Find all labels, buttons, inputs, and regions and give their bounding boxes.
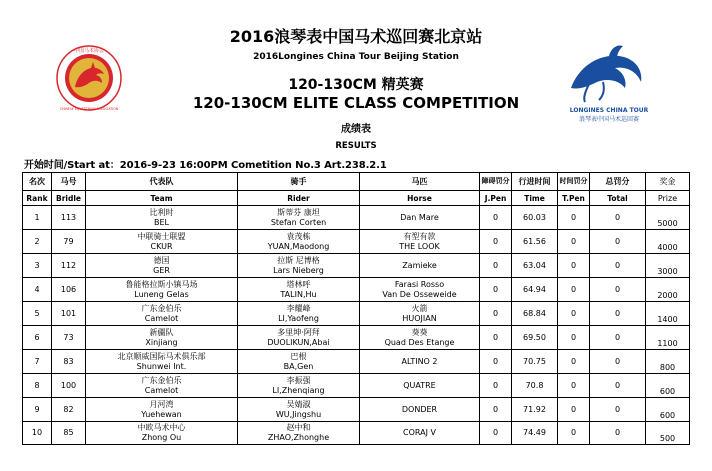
total-cell: 0 xyxy=(590,302,646,326)
event-title-cn: 120-130CM 精英赛 xyxy=(288,77,424,93)
rider-line-1: 吴婧淑 xyxy=(286,399,311,409)
total-cell: 0 xyxy=(590,374,646,398)
rank-cell: 1 xyxy=(23,206,52,230)
prize-cell: 600 xyxy=(646,398,690,422)
rider-line-1: 李振强 xyxy=(286,375,311,385)
rank-cell: 8 xyxy=(23,374,52,398)
time-cell: 61.56 xyxy=(512,230,558,254)
bridle-cell: 83 xyxy=(52,350,86,374)
rider-line-2: WU,Jingshu xyxy=(275,409,322,419)
total-cell: 0 xyxy=(590,350,646,374)
horse-cell xyxy=(360,422,480,445)
bridle-cell: 79 xyxy=(52,230,86,254)
tpen-cell: 0 xyxy=(558,374,590,398)
time-cell: 70.75 xyxy=(512,350,558,374)
rider-cell xyxy=(238,206,360,230)
jpen-cell: 0 xyxy=(480,278,512,302)
team-cell xyxy=(86,398,238,422)
col-head-en: Total xyxy=(590,191,646,206)
rank-cell: 6 xyxy=(23,326,52,350)
rider-line-1: 塔林呼 xyxy=(286,279,311,289)
team-cell xyxy=(86,374,238,398)
table-row xyxy=(23,350,690,374)
team-line-2: CKUR xyxy=(150,241,173,251)
horse-cell xyxy=(360,398,480,422)
team-line-2: Luneng Gelas xyxy=(134,289,189,299)
jpen-cell: 0 xyxy=(480,326,512,350)
horse-line-2: Van De Osseweide xyxy=(382,289,457,299)
jpen-cell: 0 xyxy=(480,302,512,326)
time-cell: 60.03 xyxy=(512,206,558,230)
rider-line-2: Lars Nieberg xyxy=(273,265,324,275)
tpen-cell: 0 xyxy=(558,278,590,302)
results-body xyxy=(23,206,690,445)
rank-cell: 4 xyxy=(23,278,52,302)
team-cell xyxy=(86,230,238,254)
table-row xyxy=(23,422,690,445)
total-cell: 0 xyxy=(590,206,646,230)
table-row xyxy=(23,326,690,350)
rider-line-2: YUAN,Maodong xyxy=(267,241,330,251)
total-cell: 0 xyxy=(590,254,646,278)
team-line-2: Yuehewan xyxy=(141,409,182,419)
col-head-cn: 代表队 xyxy=(86,173,238,191)
col-head-en: Time xyxy=(512,191,558,206)
team-line-1: 比利时 xyxy=(149,207,174,217)
col-head-en: J.Pen xyxy=(480,191,512,206)
col-head-en: Rank xyxy=(23,191,52,206)
rider-line-2: LI,Yaofeng xyxy=(278,313,319,323)
team-cell xyxy=(86,302,238,326)
results-title-en: RESULTS xyxy=(335,141,377,151)
team-line-1: 德国 xyxy=(153,255,170,265)
prize-cell: 2000 xyxy=(646,278,690,302)
rider-cell xyxy=(238,350,360,374)
time-cell: 69.50 xyxy=(512,326,558,350)
header-row-en xyxy=(23,191,690,206)
title-en: 2016Longines China Tour Beijing Station xyxy=(253,52,459,62)
results-title-cn: 成绩表 xyxy=(341,124,371,135)
horse-line-2: DONDER xyxy=(401,404,438,414)
jpen-cell: 0 xyxy=(480,422,512,445)
col-head-cn: 时间罚分 xyxy=(558,173,590,191)
horse-line-1: Farasi Rosso xyxy=(394,279,445,289)
prize-cell: 800 xyxy=(646,350,690,374)
team-cell xyxy=(86,350,238,374)
horse-cell xyxy=(360,350,480,374)
horse-line-2: Quad Des Etange xyxy=(384,337,455,347)
rider-cell xyxy=(238,422,360,445)
horse-line-1: 葵葵 xyxy=(411,327,428,337)
title-cn: 2016浪琴表中国马术巡回赛北京站 xyxy=(229,27,483,46)
tpen-cell: 0 xyxy=(558,422,590,445)
horse-cell xyxy=(360,326,480,350)
rider-line-2: ZHAO,Zhonghe xyxy=(267,433,330,442)
time-cell: 74.49 xyxy=(512,422,558,445)
tpen-cell: 0 xyxy=(558,398,590,422)
col-head-cn: 总罚分 xyxy=(590,173,646,191)
horse-line-2: Zamieke xyxy=(402,260,437,270)
rank-cell: 5 xyxy=(23,302,52,326)
horse-line-2: ALTINO 2 xyxy=(401,356,438,366)
rank-cell: 10 xyxy=(23,422,52,445)
col-head-cn: 奖金 xyxy=(646,173,690,191)
team-line-1: 中联骑士联盟 xyxy=(137,231,186,241)
rider-cell xyxy=(238,302,360,326)
total-cell: 0 xyxy=(590,422,646,445)
rider-line-1: 拉斯 尼博格 xyxy=(277,255,320,265)
team-line-2: Xinjiang xyxy=(145,337,178,347)
tpen-cell: 0 xyxy=(558,254,590,278)
rider-line-1: 多里坤·阿拜 xyxy=(277,327,320,337)
horse-line-2: HUOJIAN xyxy=(402,313,437,323)
team-line-2: Shunwei Int. xyxy=(136,361,187,371)
bridle-cell: 73 xyxy=(52,326,86,350)
horse-cell xyxy=(360,278,480,302)
time-cell: 70.8 xyxy=(512,374,558,398)
horse-cell xyxy=(360,374,480,398)
horse-cell xyxy=(360,254,480,278)
col-head-en: Team xyxy=(86,191,238,206)
horse-line-2: CORAJ V xyxy=(403,428,436,437)
team-line-1: 新疆队 xyxy=(149,327,174,337)
rank-cell: 2 xyxy=(23,230,52,254)
bridle-cell: 100 xyxy=(52,374,86,398)
horse-line-1: 有型有款 xyxy=(403,231,436,241)
rider-cell xyxy=(238,326,360,350)
rider-line-1: 李耀峰 xyxy=(286,303,311,313)
logo-cn-text: 浪琴表中国马术巡回赛 xyxy=(578,116,640,123)
total-cell: 0 xyxy=(590,398,646,422)
col-head-en: Bridle xyxy=(52,191,86,206)
team-line-2: GER xyxy=(153,265,170,275)
team-line-1: 广东金伯乐 xyxy=(141,303,182,313)
rider-cell xyxy=(238,278,360,302)
rank-cell: 9 xyxy=(23,398,52,422)
col-head-cn: 马号 xyxy=(52,173,86,191)
total-cell: 0 xyxy=(590,230,646,254)
rider-line-1: 袁茂栋 xyxy=(286,231,311,241)
jpen-cell: 0 xyxy=(480,206,512,230)
rank-cell: 3 xyxy=(23,254,52,278)
total-cell: 0 xyxy=(590,326,646,350)
col-head-en: Horse xyxy=(360,191,480,206)
team-line-1: 鲁能格拉斯小镇马场 xyxy=(125,279,198,289)
col-head-cn: 名次 xyxy=(23,173,52,191)
results-table xyxy=(22,172,690,445)
logo-ring-text: CHINESE EQUESTRIAN ASSOCIATION xyxy=(59,107,119,111)
bridle-cell: 112 xyxy=(52,254,86,278)
team-line-2: BEL xyxy=(154,217,169,227)
team-cell xyxy=(86,326,238,350)
jpen-cell: 0 xyxy=(480,230,512,254)
prize-cell: 1100 xyxy=(646,326,690,350)
horse-line-2: QUATRE xyxy=(403,380,436,390)
team-line-2: Camelot xyxy=(144,313,179,323)
prize-cell: 5000 xyxy=(646,206,690,230)
header-row-cn xyxy=(23,173,690,191)
horse-cell xyxy=(360,230,480,254)
rider-line-2: LI,Zhenqiang xyxy=(272,385,325,395)
col-head-cn: 马匹 xyxy=(360,173,480,191)
rank-cell: 7 xyxy=(23,350,52,374)
tpen-cell: 0 xyxy=(558,302,590,326)
table-row xyxy=(23,206,690,230)
rider-cell xyxy=(238,374,360,398)
team-cell xyxy=(86,422,238,445)
tpen-cell: 0 xyxy=(558,230,590,254)
col-head-cn: 行进时间 xyxy=(512,173,558,191)
time-cell: 63.04 xyxy=(512,254,558,278)
time-cell: 71.92 xyxy=(512,398,558,422)
jpen-cell: 0 xyxy=(480,398,512,422)
bridle-cell: 106 xyxy=(52,278,86,302)
col-head-en: Rider xyxy=(238,191,360,206)
table-row xyxy=(23,278,690,302)
prize-cell: 3000 xyxy=(646,254,690,278)
team-cell xyxy=(86,278,238,302)
prize-cell: 600 xyxy=(646,374,690,398)
rider-line-2: Stefan Corten xyxy=(270,217,327,227)
event-title-en: 120-130CM ELITE CLASS COMPETITION xyxy=(192,94,520,112)
table-row xyxy=(23,374,690,398)
col-head-cn: 障碍罚分 xyxy=(480,173,512,191)
tpen-cell: 0 xyxy=(558,350,590,374)
time-cell: 64.94 xyxy=(512,278,558,302)
horse-cell xyxy=(360,206,480,230)
team-line-1: 月河湾 xyxy=(149,399,174,409)
col-head-en: T.Pen xyxy=(558,191,590,206)
jpen-cell: 0 xyxy=(480,350,512,374)
horse-line-2: Dan Mare xyxy=(400,212,439,222)
start-info: 开始时间/Start at：2016-9-23 16:00PM Cometition No.3 Art.238.2.1 xyxy=(24,160,387,171)
table-row xyxy=(23,398,690,422)
logo-top-text: 中国马术协会 xyxy=(73,48,105,54)
rider-line-1: 赵中和 xyxy=(286,423,311,432)
horse-line-2: THE LOOK xyxy=(399,241,440,251)
rider-cell xyxy=(238,230,360,254)
prize-cell: 500 xyxy=(646,422,690,445)
rider-line-2: TALIN,Hu xyxy=(280,289,317,299)
team-cell xyxy=(86,206,238,230)
jpen-cell: 0 xyxy=(480,254,512,278)
jpen-cell: 0 xyxy=(480,374,512,398)
bridle-cell: 85 xyxy=(52,422,86,445)
horse-cell xyxy=(360,302,480,326)
team-line-2: Zhong Ou xyxy=(141,433,182,442)
horse-line-1: 火箭 xyxy=(411,303,428,313)
bridle-cell: 82 xyxy=(52,398,86,422)
time-cell: 68.84 xyxy=(512,302,558,326)
table-row xyxy=(23,254,690,278)
rider-cell xyxy=(238,398,360,422)
prize-cell: 1400 xyxy=(646,302,690,326)
team-line-1: 北京顺威国际马术俱乐部 xyxy=(117,351,206,361)
total-cell: 0 xyxy=(590,278,646,302)
rider-line-2: DUOLIKUN,Abai xyxy=(267,337,330,347)
bridle-cell: 101 xyxy=(52,302,86,326)
logo-brand-text: LONGINES CHINA TOUR xyxy=(569,107,649,114)
team-line-1: 中欧马术中心 xyxy=(137,423,186,432)
table-row xyxy=(23,230,690,254)
prize-cell: 4000 xyxy=(646,230,690,254)
bridle-cell: 113 xyxy=(52,206,86,230)
tpen-cell: 0 xyxy=(558,326,590,350)
team-line-1: 广东金伯乐 xyxy=(141,375,182,385)
table-row xyxy=(23,302,690,326)
col-head-cn: 骑手 xyxy=(238,173,360,191)
col-head-en: Prize xyxy=(646,191,690,206)
rider-line-2: BA,Gen xyxy=(283,361,314,371)
team-line-2: Camelot xyxy=(144,385,179,395)
rider-line-1: 斯蒂芬 康坦 xyxy=(277,207,320,217)
rider-line-1: 巴根 xyxy=(290,351,307,361)
tpen-cell: 0 xyxy=(558,206,590,230)
rider-cell xyxy=(238,254,360,278)
team-cell xyxy=(86,254,238,278)
